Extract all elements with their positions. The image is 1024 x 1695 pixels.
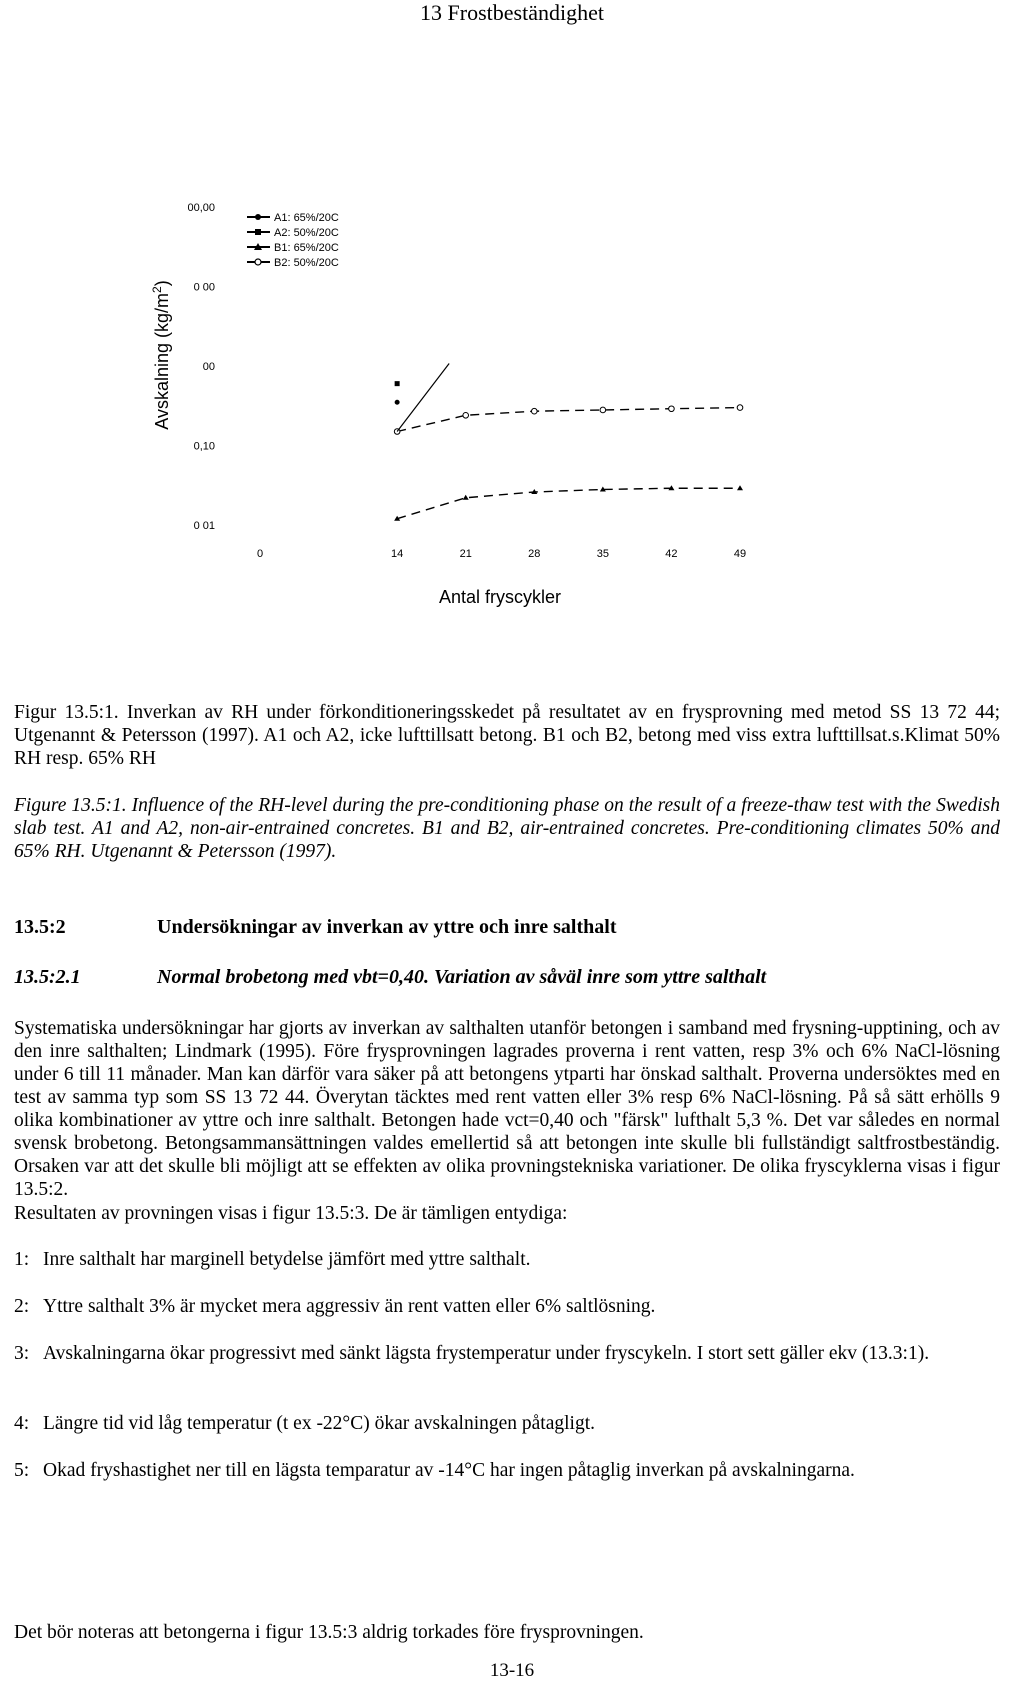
- y-tick-label: 00,00: [187, 202, 215, 214]
- series-line: [397, 408, 740, 432]
- list-item-number: 4:: [14, 1413, 30, 1434]
- x-tick-label: 35: [596, 548, 609, 560]
- list-item-number: 2:: [14, 1296, 30, 1317]
- legend-label: A2: 50%/20C: [274, 227, 339, 239]
- list-item: [14, 1295, 1000, 1318]
- data-point: [600, 407, 606, 413]
- x-axis-label: Antal fryscykler: [438, 587, 562, 607]
- legend-marker: [255, 229, 261, 235]
- legend-marker: [255, 259, 261, 265]
- paragraph-results-intro: Resultaten av provningen visas i figur 13.5:3. De är tämligen entydiga:: [14, 1203, 568, 1224]
- legend-label: B2: 50%/20C: [274, 257, 339, 269]
- y-tick-label: 0 00: [193, 281, 215, 294]
- data-point: [669, 406, 675, 412]
- figure-caption-english: Figure 13.5:1. Influence of the RH-level during the pre-conditioning phase on the result of a freeze-thaw test with the Swedish slab test. A1 and A2, non-air-entrained concretes. B1 and B2, air-entrained concretes. Pre-conditioning climates 50% and 65% RH. Utgenannt & Petersson (1997).: [14, 795, 1000, 862]
- y-tick-label: 00: [202, 361, 215, 373]
- paragraph-closing: Det bör noteras att betongerna i figur 13.5:3 aldrig torkades före frysprovningen.: [14, 1622, 644, 1643]
- data-point: [463, 495, 469, 500]
- x-tick-label: 21: [459, 548, 472, 560]
- legend-marker: [255, 214, 261, 220]
- data-point: [463, 412, 469, 418]
- data-point: [395, 400, 400, 405]
- legend-label: B1: 65%/20C: [274, 242, 339, 254]
- list-item-text: Avskalningarna ökar progressivt med sänkt lägsta frystemperatur under fryscykeln. I stort sett gäller ekv (13.3:1).: [43, 1343, 930, 1364]
- list-item-text: Längre tid vid låg temperatur (t ex -22°C) ökar avskalningen påtagligt.: [43, 1413, 595, 1434]
- list-item-number: 1:: [14, 1249, 30, 1270]
- x-tick-label: 49: [733, 548, 747, 560]
- data-point: [395, 381, 400, 386]
- data-point: [531, 408, 537, 414]
- x-tick-label: 0: [256, 548, 264, 560]
- list-item: [14, 1248, 1000, 1271]
- y-axis-label: Avskalning $(kg/m^2)$: [150, 280, 172, 430]
- list-item-text: Yttre salthalt 3% är mycket mera aggressiv än rent vatten eller 6% saltlösning.: [43, 1296, 656, 1317]
- scaling-chart: [140, 195, 860, 615]
- list-item-number: 3:: [14, 1343, 30, 1364]
- running-header: 13 Frostbeständighet: [420, 0, 604, 25]
- y-tick-label: 0,10: [193, 440, 215, 453]
- page-number: 13-16: [489, 1660, 535, 1681]
- list-item-number: 5:: [14, 1460, 30, 1481]
- list-item-text: Okad fryshastighet ner till en lägsta temparatur av -14°C har ingen påtaglig inverkan på avskalningarna.: [43, 1460, 855, 1481]
- data-point: [737, 485, 743, 490]
- subsection-number: 13.5:2.1: [14, 966, 81, 988]
- list-item: [14, 1342, 1000, 1365]
- section-number: 13.5:2: [14, 916, 66, 938]
- series-line: [397, 488, 740, 518]
- paragraph-method: Systematiska undersökningar har gjorts av inverkan av salthalten utanför betongen i samband med frysning-upptining, och av den inre salthalten; Lindmark (1995). Före frysprovningen lagrades proverna i rent vatten, resp 3% och 6% NaCl-lösning under 6 till 11 månader. Man kan därför vara säker på att betongens ytparti har önskad salthalt. Proverna undersöktes med en test av samma typ som SS 13 72 44. Överytan täcktes med rent vatten eller 3% resp 6% NaCl-lösning. På så sätt erhölls 9 olika kombinationer av yttre och inre salthalt. Betongen hade vct=0,40 och "färsk" lufthalt 5,3 %. Det var således en normal svensk brobetong. Betongsammansättningen valdes emellertid så att betongen inte skulle bli fullständigt saltfrostbeständig. Orsaken var att det skulle bli möjligt att se effekten av olika provningstekniska variationer. De olika fryscyklerna visas i figur 13.5:2.: [14, 1018, 1000, 1200]
- legend-label: A1: 65%/20C: [274, 212, 339, 224]
- list-item: [14, 1412, 1000, 1435]
- figure-caption-swedish: Figur 13.5:1. Inverkan av RH under förkonditioneringsskedet på resultatet av en frysprovning med metod SS 13 72 44; Utgenannt & Petersson (1997). A1 och A2, icke lufttillsatt betong. B1 och B2, betong med viss extra lufttillsat.s.Klimat 50% RH resp. 65% RH: [14, 702, 1000, 769]
- x-tick-label: 14: [391, 548, 404, 560]
- subsection-title: Normal brobetong med vbt=0,40. Variation av såväl inre som yttre salthalt: [157, 966, 767, 988]
- data-point: [737, 405, 743, 411]
- x-tick-label: 42: [665, 548, 678, 560]
- list-item-text: Inre salthalt har marginell betydelse jämfört med yttre salthalt.: [43, 1249, 531, 1270]
- section-title: Undersökningar av inverkan av yttre och inre salthalt: [157, 916, 617, 938]
- x-tick-label: 28: [528, 548, 541, 560]
- y-tick-label: 0 01: [193, 520, 215, 532]
- list-item: [14, 1459, 1000, 1482]
